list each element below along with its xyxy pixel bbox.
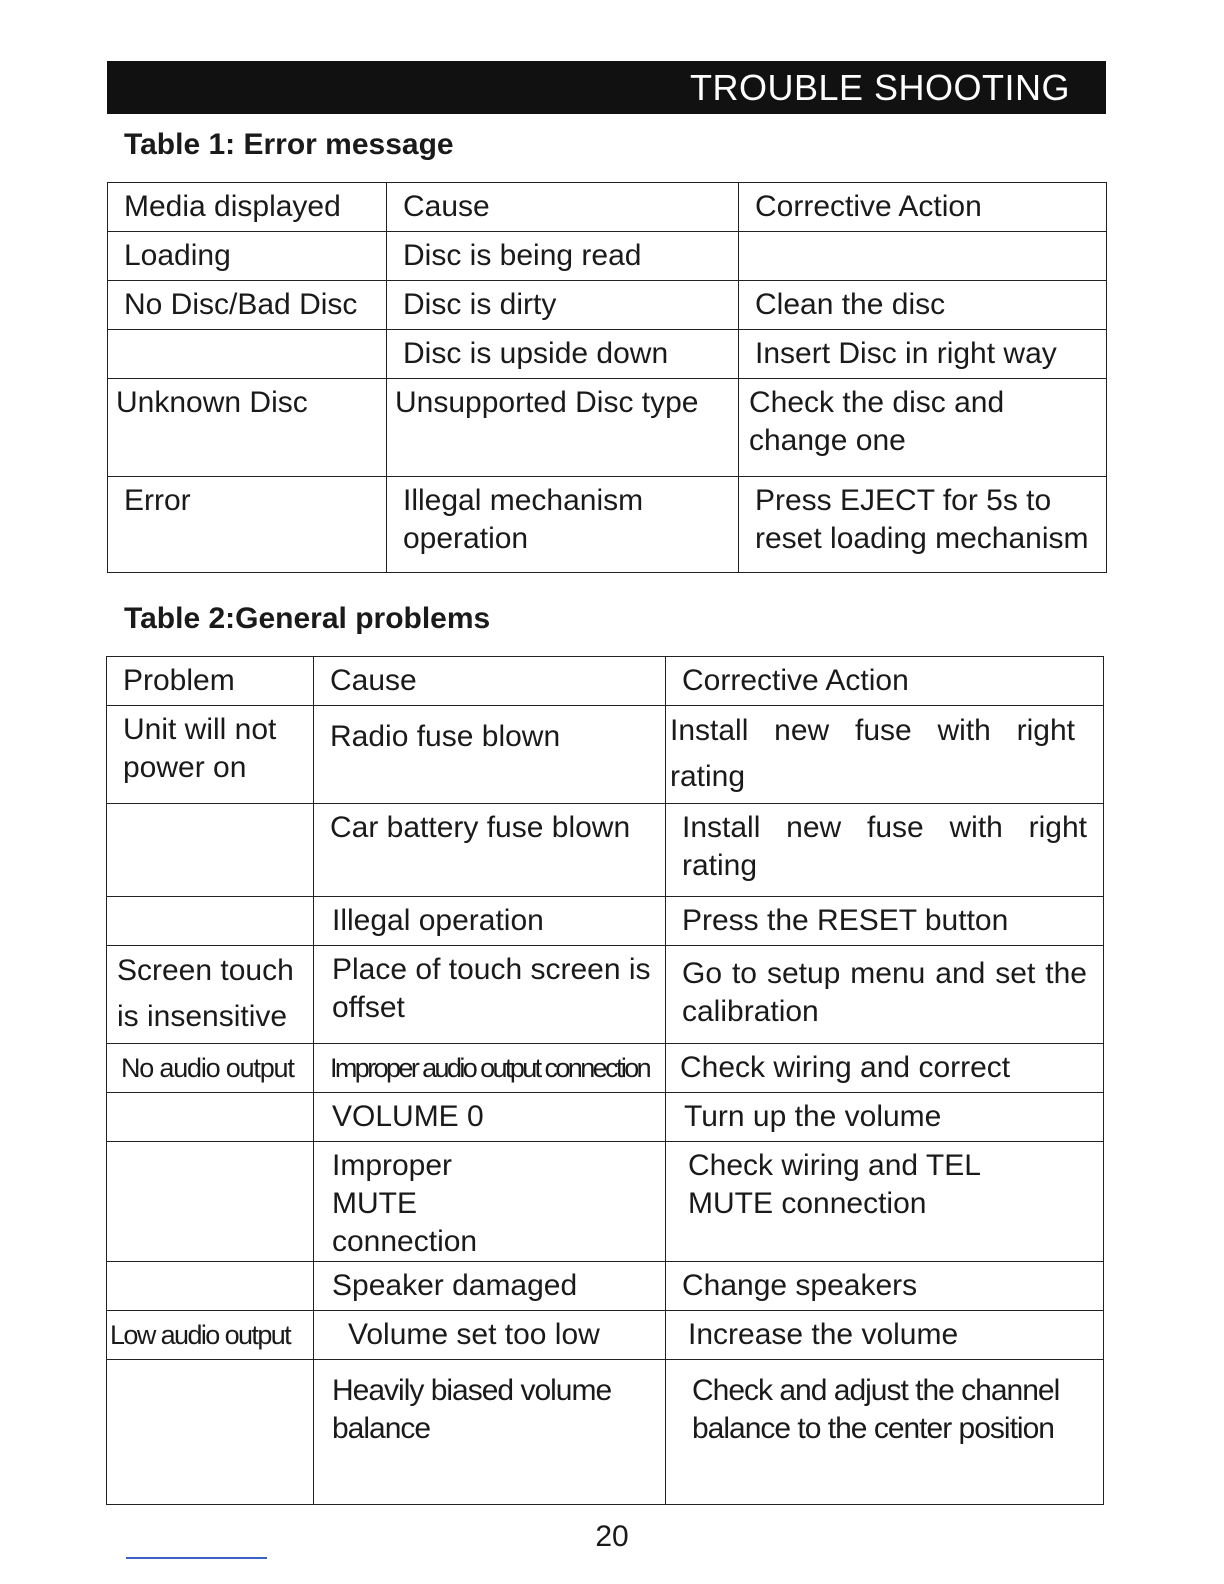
column-header: Cause xyxy=(314,657,666,706)
table-header-row xyxy=(107,657,1104,706)
table-row xyxy=(107,1360,1104,1505)
table-cell: Insert Disc in right way xyxy=(739,330,1107,379)
table-cell: Improper audio output connection xyxy=(314,1044,666,1093)
table-cell: Clean the disc xyxy=(739,281,1107,330)
table-cell: No audio output xyxy=(107,1044,314,1093)
table-row xyxy=(108,330,1107,379)
table-cell: Radio fuse blown xyxy=(314,706,666,804)
table-header-row xyxy=(108,183,1107,232)
table-cell xyxy=(107,804,314,897)
table-row xyxy=(107,804,1104,897)
table-cell xyxy=(739,232,1107,281)
table-cell: Disc is being read xyxy=(387,232,739,281)
table-cell: Loading xyxy=(108,232,387,281)
table-cell: Illegal operation xyxy=(314,897,666,946)
table-row xyxy=(108,232,1107,281)
table-row xyxy=(107,1044,1104,1093)
column-header: Media displayed xyxy=(108,183,387,232)
section-title: TROUBLE SHOOTING xyxy=(689,66,1070,108)
table-cell: Disc is upside down xyxy=(387,330,739,379)
table-cell: Car battery fuse blown xyxy=(314,804,666,897)
table-cell: Change speakers xyxy=(666,1262,1104,1311)
error-message-table xyxy=(107,182,1107,573)
table-cell: Increase the volume xyxy=(666,1311,1104,1360)
table-cell: Go to setup menu and set the calibration xyxy=(666,946,1104,1044)
table-row xyxy=(107,706,1104,804)
column-header: Corrective Action xyxy=(739,183,1107,232)
page-number: 20 xyxy=(595,1520,629,1553)
table-cell: Volume set too low xyxy=(314,1311,666,1360)
table-cell: Screen touch is insensitive xyxy=(107,946,314,1044)
table-cell: Unknown Disc xyxy=(108,379,387,477)
table-cell: Press EJECT for 5s to reset loading mechanism xyxy=(739,477,1107,573)
table-cell xyxy=(108,330,387,379)
table-row xyxy=(107,897,1104,946)
table-row xyxy=(108,379,1107,477)
table2-caption: Table 2:General problems xyxy=(124,602,491,635)
table-row xyxy=(107,1142,1104,1262)
footer-rule xyxy=(126,1557,267,1559)
table-cell: Illegal mechanism operation xyxy=(387,477,739,573)
table1-caption: Table 1: Error message xyxy=(124,128,454,161)
table-cell: Improper MUTE connection xyxy=(314,1142,666,1262)
table-cell: Check wiring and correct xyxy=(666,1044,1104,1093)
table-cell: Turn up the volume xyxy=(666,1093,1104,1142)
column-header: Corrective Action xyxy=(666,657,1104,706)
table-cell: Press the RESET button xyxy=(666,897,1104,946)
general-problems-table xyxy=(106,656,1104,1505)
table-row xyxy=(107,1262,1104,1311)
table-cell: Check the disc and change one xyxy=(739,379,1107,477)
table-cell: Install new fuse with right rating xyxy=(666,804,1104,897)
table-cell: Install new fuse with right rating xyxy=(666,706,1104,804)
table-row xyxy=(108,281,1107,330)
table-row xyxy=(107,1311,1104,1360)
table-cell: Heavily biased volume balance xyxy=(314,1360,666,1505)
table-cell xyxy=(107,1360,314,1505)
table-cell xyxy=(107,1093,314,1142)
table-cell xyxy=(107,897,314,946)
table-row xyxy=(107,1093,1104,1142)
table-cell xyxy=(107,1262,314,1311)
table-cell xyxy=(107,1142,314,1262)
table-cell: VOLUME 0 xyxy=(314,1093,666,1142)
column-header: Cause xyxy=(387,183,739,232)
table-cell: Unit will not power on xyxy=(107,706,314,804)
table-cell: Speaker damaged xyxy=(314,1262,666,1311)
table-cell: Check wiring and TEL MUTE connection xyxy=(666,1142,1104,1262)
table-cell: Disc is dirty xyxy=(387,281,739,330)
table-cell: Error xyxy=(108,477,387,573)
table-cell: Unsupported Disc type xyxy=(387,379,739,477)
table-row xyxy=(108,477,1107,573)
table-cell: Place of touch screen is offset xyxy=(314,946,666,1044)
table-cell: No Disc/Bad Disc xyxy=(108,281,387,330)
table-cell: Low audio output xyxy=(107,1311,314,1360)
section-banner xyxy=(107,61,1106,114)
column-header: Problem xyxy=(107,657,314,706)
table-cell: Check and adjust the channel balance to the center position xyxy=(666,1360,1104,1505)
table-row xyxy=(107,946,1104,1044)
